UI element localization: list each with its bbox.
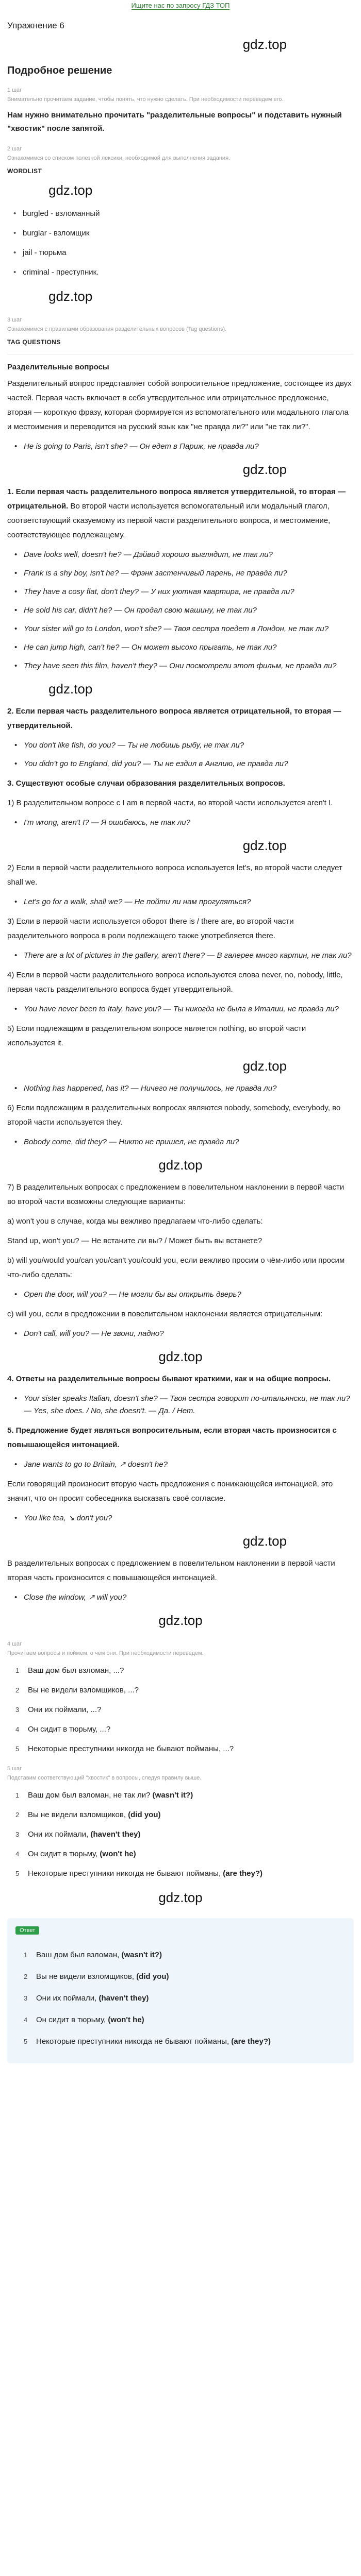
item-answer: (haven't they) [90, 1830, 141, 1839]
list-item [12, 1704, 354, 1716]
example-item: • Your sister will go to London, won't she? — Твоя сестра поедет в Лондон, не так ли? [12, 623, 354, 635]
example-item: • You like tea, ↘ don't you? [12, 1512, 354, 1524]
list-item [12, 1828, 354, 1841]
item-number: 3 [15, 1706, 20, 1714]
item-number: 2 [24, 1973, 28, 1980]
example-list [12, 1003, 354, 1015]
list-item: • burglar - взломщик [11, 227, 354, 240]
step-hint: Прочитаем вопросы и поймем, о чем они. При необходимости переведем. [7, 1650, 204, 1656]
example-item: • He is going to Paris, isn't she? — Он едет в Париж, не правда ли? [12, 440, 354, 453]
list-item [12, 1809, 354, 1821]
item-number: 1 [15, 1791, 20, 1799]
watermark: gdz.top [48, 681, 93, 697]
example-item: • Don't call, will you? — Не звони, ладно? [12, 1328, 354, 1340]
list-item [12, 1665, 354, 1677]
step-label: 1 шаг [7, 87, 22, 93]
rule-3-5: 5) Если подлежащим в разделительном вопросе является nothing, во второй части используется it. [7, 1024, 306, 1047]
list-item [21, 2036, 346, 2048]
item-answer: (did you) [136, 1972, 169, 1981]
list-item: • burgled - взломанный [11, 208, 354, 220]
solution-title: Подробное решение [7, 65, 112, 76]
rule-3 [7, 776, 354, 791]
example-item: • He can jump high, can't he? — Он может высоко прыгать, не так ли? [12, 641, 354, 654]
item-number: 2 [15, 1686, 20, 1694]
promo-link[interactable]: Ищите нас по запросу ГДЗ ТОП [131, 2, 230, 9]
example-item: • Frank is a shy boy, isn't he? — Фрэнк застенчивый парень, не правда ли? [12, 567, 354, 580]
step-label: 3 шаг [7, 317, 22, 323]
example-item: • Your sister speaks Italian, doesn't she? — Твоя сестра говорит по-итальянски, не так ли? — Yes, she does. / No, she doesn't. — Да. / Нет. [12, 1393, 354, 1417]
rule-4-bold: 4. Ответы на разделительные вопросы бывают краткими, как и на общие вопросы. [7, 1375, 331, 1383]
list-item [12, 1743, 354, 1755]
rule-3-6: 6) Если подлежащим в разделительных вопросах являются nobody, somebody, everybody, во второй части используется they. [7, 1104, 341, 1127]
item-answer: (won't he) [108, 2015, 144, 2024]
example-item: • They have a cosy flat, don't they? — У них уютная квартира, не правда ли? [12, 586, 354, 598]
rule-5-bold: 5. Предложение будет являться вопросительным, если вторая часть произносится с повышающейся интонацией. [7, 1426, 337, 1449]
example-list [12, 440, 354, 453]
watermark: gdz.top [158, 1349, 203, 1364]
example-item: • Dave looks well, doesn't he? — Дэйвид хорошо выглядит, не так ли? [12, 549, 354, 561]
rule-5-b: Если говорящий произносит вторую часть предложения с понижающейся интонацией, это значит, что он просит собеседника высказать своё согласие. [7, 1480, 333, 1503]
list-item: • criminal - преступник. [11, 266, 354, 279]
item-number: 5 [15, 1745, 20, 1753]
questions-list [12, 1665, 354, 1755]
example-list [12, 1289, 354, 1301]
example-item: • I'm wrong, aren't I? — Я ошибаюсь, не так ли? [12, 817, 354, 829]
watermark: gdz.top [158, 1157, 203, 1173]
example-list [12, 549, 354, 672]
rule-3-7b: b) will you/would you/can you/can't you/could you, если вежливо просим о чём-либо или просим что-либо сделать: [7, 1256, 345, 1279]
item-text: Они их поймали, [28, 1830, 91, 1839]
item-answer: (won't he) [100, 1850, 136, 1858]
example-list [12, 1459, 354, 1471]
exercise-title: Упражнение 6 [7, 21, 64, 30]
item-text: Они их поймали, [36, 1994, 99, 2003]
example-item: • You didn't go to England, did you? — Ты не ездил в Англию, не правда ли? [12, 758, 354, 770]
list-item [21, 1949, 346, 1961]
rule-3-4: 4) Если в первой части разделительного вопроса используются слова never, no, nobody, little, первая часть разделительного вопроса будет утвердительной. [7, 971, 343, 994]
step-label: 2 шаг [7, 146, 22, 152]
item-text: Ваш дом был взломан, ...? [28, 1666, 124, 1675]
rule-3-7a-example: Stand up, won't you? — Не встаните ли вы? / Может быть вы встанете? [7, 1236, 262, 1245]
example-item: • Jane wants to go to Britain, ↗ doesn't he? [12, 1459, 354, 1471]
promo-banner[interactable] [0, 0, 361, 11]
item-text: Он сидит в тюрьму, [36, 2015, 108, 2024]
item-answer: (are they?) [223, 1869, 262, 1878]
example-list [12, 739, 354, 770]
step-label: 5 шаг [7, 1766, 22, 1772]
rule-1 [7, 485, 354, 543]
rule-1-bold: 1. Если первая часть разделительного вопроса является утвердительной, то вторая — отрицательной. [7, 487, 346, 511]
list-item: • jail - тюрьма [11, 247, 354, 259]
answer-badge: Ответ [15, 1926, 39, 1935]
item-number: 2 [15, 1811, 20, 1819]
wordlist-heading: WORDLIST [7, 167, 42, 175]
watermark: gdz.top [48, 289, 93, 304]
example-item: • You don't like fish, do you? — Ты не любишь рыбу, не так ли? [12, 739, 354, 752]
example-list [12, 1136, 354, 1148]
list-item [21, 1971, 346, 1983]
example-item: • Open the door, will you? — Не могли бы вы открыть дверь? [12, 1289, 354, 1301]
example-list [12, 896, 354, 908]
item-text: Ваш дом был взломан, [36, 1951, 122, 1959]
example-item: • You have never been to Italy, have you? — Ты никогда не была в Италии, не правда ли? [12, 1003, 354, 1015]
rule-2 [7, 704, 354, 733]
rule-subheading: Разделительные вопросы [7, 363, 109, 371]
watermark: gdz.top [242, 37, 287, 52]
example-list [12, 1512, 354, 1524]
list-item [12, 1868, 354, 1880]
item-text: Вы не видели взломщиков, [28, 1810, 128, 1819]
item-number: 3 [15, 1831, 20, 1838]
rule-3-7: 7) В разделительных вопросах с предложением в повелительном наклонении в первой части во второй части возможны следующие варианты: [7, 1183, 344, 1206]
main-content [0, 21, 361, 2063]
rule-3-7c: c) will you, если в предложении в повелительном наклонении является отрицательным: [7, 1310, 323, 1318]
list-item [12, 1789, 354, 1802]
item-answer: (are they?) [231, 2037, 271, 2046]
item-answer: (wasn't it?) [121, 1951, 162, 1959]
example-item: • There are a lot of pictures in the gallery, aren't there? — В галерее много картин, не так ли? [12, 950, 354, 962]
example-item: • Let's go for a walk, shall we? — Не пойти ли нам прогуляться? [12, 896, 354, 908]
watermark: gdz.top [242, 462, 287, 477]
item-number: 3 [24, 1994, 28, 2002]
list-item [21, 2014, 346, 2026]
answer-box [7, 1918, 354, 2063]
item-answer: (haven't they) [99, 1994, 149, 2003]
watermark: gdz.top [242, 1058, 287, 1074]
example-item: • Bobody come, did they? — Никто не пришел, не правда ли? [12, 1136, 354, 1148]
rule-3-1: 1) В разделительном вопросе с I am в первой части, во второй части используется aren't I. [7, 799, 333, 807]
item-answer: (wasn't it?) [152, 1791, 193, 1800]
watermark: gdz.top [48, 182, 93, 198]
rule-3-2: 2) Если в первой части разделительного вопроса используется let's, во второй части следует shall we. [7, 863, 342, 887]
watermark: gdz.top [242, 838, 287, 853]
rule-2-bold: 2. Если первая часть разделительного вопроса является отрицательной, то вторая — утвердительной. [7, 707, 341, 730]
example-list [12, 1082, 354, 1095]
list-item [12, 1723, 354, 1736]
item-text: Некоторые преступники никогда не бывают пойманы, [28, 1869, 223, 1878]
item-text: Он сидит в тюрьму, [28, 1850, 100, 1858]
item-number: 4 [15, 1850, 20, 1858]
step-hint: Ознакомимся со списком полезной лексики, необходимой для выполнения задания. [7, 155, 231, 161]
example-list [12, 1393, 354, 1417]
example-list [12, 817, 354, 829]
tag-questions-heading: TAG QUESTIONS [7, 338, 61, 346]
step-hint: Подставим соответствующий "хвостик" в вопросы, следуя правилу выше. [7, 1775, 202, 1781]
rule-3-7a: a) won't you в случае, когда мы вежливо предлагаем что-либо сделать: [7, 1217, 263, 1226]
item-number: 4 [15, 1725, 20, 1733]
watermark: gdz.top [242, 1533, 287, 1549]
rule-1-text: Во второй части используется вспомогательный или модальный глагол, соответствующий сказуемому из первой части разделительного вопроса, и местоимение, соответствующее подлежащему. [7, 502, 331, 539]
item-text: Они их поймали, ...? [28, 1705, 102, 1714]
list-item [12, 1848, 354, 1860]
watermark: gdz.top [158, 1890, 203, 1905]
solution-list [12, 1789, 354, 1880]
example-item: • Close the window, ↗ will you? [12, 1591, 354, 1604]
example-list [12, 950, 354, 962]
item-answer: (did you) [128, 1810, 161, 1819]
rule-3-bold: 3. Существуют особые случаи образования разделительных вопросов. [7, 779, 285, 788]
item-number: 1 [24, 1951, 28, 1959]
item-number: 1 [15, 1667, 20, 1674]
task-text: Нам нужно внимательно прочитать "разделительные вопросы" и подставить нужный "хвостик" после запятой. [7, 111, 342, 133]
item-text: Некоторые преступники никогда не бывают пойманы, ...? [28, 1744, 234, 1753]
item-text: Некоторые преступники никогда не бывают пойманы, [36, 2037, 232, 2046]
step-hint: Ознакомимся с правилами образования разделительных вопросов (Tag questions). [7, 326, 227, 332]
rule-3-3: 3) Если в первой части используется оборот there is / there are, во второй части разделительного вопроса в роли подлежащего также употребляется there. [7, 917, 294, 940]
step-hint: Внимательно прочитаем задание, чтобы понять, что нужно сделать. При необходимости переведем его. [7, 96, 284, 103]
rule-4 [7, 1372, 354, 1386]
answer-list [21, 1949, 346, 2048]
step-label: 4 шаг [7, 1641, 22, 1647]
example-list [12, 1328, 354, 1340]
item-text: Он сидит в тюрьму, ...? [28, 1725, 111, 1734]
rule-intro: Разделительный вопрос представляет собой вопросительное предложение, состоящее из двух частей. Первая часть включает в себя утвердительное или отрицательное предложение, вторая — короткую фразу, которая формируется из вспомогательного или модального глагола и местоимения и переводится на русский язык как "не правда ли?" или "не так ли?". [7, 379, 352, 431]
item-number: 5 [24, 2038, 28, 2045]
item-number: 5 [15, 1870, 20, 1877]
item-text: Ваш дом был взломан, не так ли? [28, 1791, 153, 1800]
item-text: Вы не видели взломщиков, ...? [28, 1686, 139, 1694]
list-item [12, 1684, 354, 1697]
rule-5-c: В разделительных вопросах с предложением в повелительном наклонении в первой части вторая часть произносится с повышающейся интонацией. [7, 1559, 335, 1582]
example-item: • Nothing has happened, has it? — Ничего не получилось, не правда ли? [12, 1082, 354, 1095]
watermark: gdz.top [158, 1613, 203, 1628]
item-number: 4 [24, 2016, 28, 2024]
example-item: • He sold his car, didn't he? — Он продал свою машину, не так ли? [12, 604, 354, 617]
example-list [12, 1591, 354, 1604]
list-item [21, 1992, 346, 2005]
wordlist [11, 208, 354, 279]
item-text: Вы не видели взломщиков, [36, 1972, 137, 1981]
example-item: • They have seen this film, haven't they? — Они посмотрели этот фильм, не правда ли? [12, 660, 354, 672]
rule-5 [7, 1423, 354, 1452]
